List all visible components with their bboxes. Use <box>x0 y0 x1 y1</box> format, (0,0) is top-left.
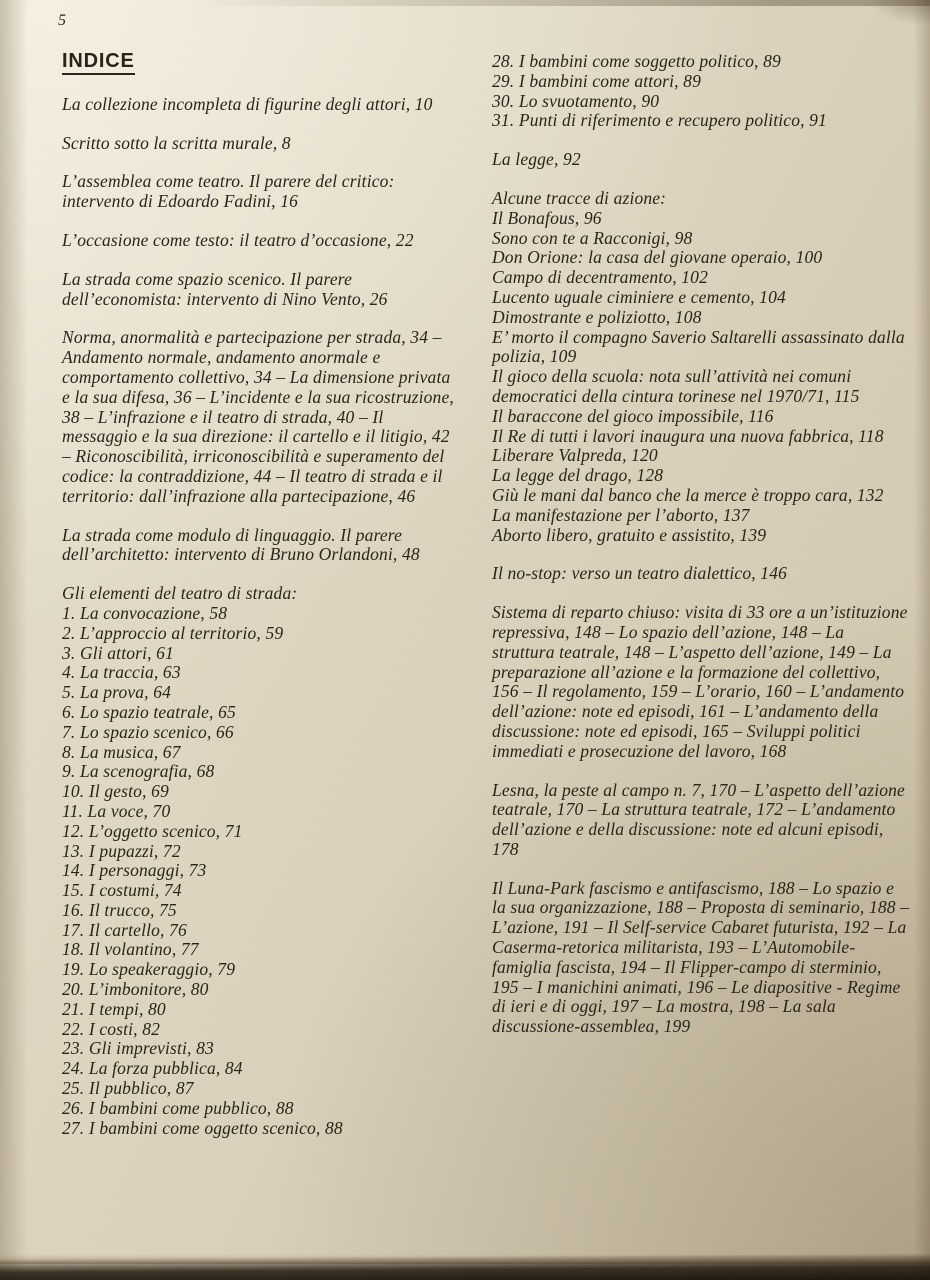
toc-entry: La legge del drago, 128 <box>492 465 664 486</box>
toc-entry: 27. I bambini come oggetto scenico, 88 <box>62 1117 343 1138</box>
toc-entry: 1. La convocazione, 58 <box>62 602 228 623</box>
page-bottom-edge-shadow <box>0 1254 930 1264</box>
toc-entry: 22. I costi, 82 <box>62 1018 161 1039</box>
toc-entry: La legge, 92 <box>492 149 581 170</box>
toc-entry: 26. I bambini come pubblico, 88 <box>62 1097 294 1118</box>
toc-entry: Sono con te a Racconigi, 98 <box>492 227 693 248</box>
left-column <box>62 52 458 1138</box>
toc-block <box>492 150 910 170</box>
toc-entry: 23. Gli imprevisti, 83 <box>62 1038 214 1059</box>
toc-entry: Aborto libero, gratuito e assistito, 139 <box>492 524 767 545</box>
toc-entry: Scritto sotto la scritta murale, 8 <box>62 132 291 153</box>
toc-block <box>62 231 458 251</box>
toc-entry: E’ morto il compagno Saverio Saltarelli assassinato dalla polizia, 109 <box>492 326 905 367</box>
toc-entry: 17. Il cartello, 76 <box>62 919 187 940</box>
toc-entry: 29. I bambini come attori, 89 <box>492 70 701 91</box>
toc-entry: Liberare Valpreda, 120 <box>492 445 658 466</box>
toc-entry: 30. Lo svuotamento, 90 <box>492 90 660 111</box>
toc-block <box>62 134 458 154</box>
page-number: 5 <box>58 12 66 29</box>
toc-entry: Il gioco della scuola: nota sull’attività nei comuni democratici della cintura torinese nel 1970/71, 115 <box>492 366 860 406</box>
page-left-shadow <box>0 0 28 1280</box>
toc-entry: 14. I personaggi, 73 <box>62 860 207 881</box>
toc-entry: 21. I tempi, 80 <box>62 998 166 1019</box>
toc-entry: 11. La voce, 70 <box>62 800 171 821</box>
toc-entry: Il Bonafous, 96 <box>492 207 602 228</box>
page-right-shadow <box>914 0 930 1280</box>
toc-block <box>492 189 910 545</box>
toc-block <box>62 526 458 566</box>
toc-entry: Lucento uguale ciminiere e cemento, 104 <box>492 286 786 307</box>
toc-entry: 16. Il trucco, 75 <box>62 899 177 920</box>
photo-bottom-edge <box>0 1253 930 1280</box>
toc-entry: Sistema di reparto chiuso: visita di 33 ore a un’istituzione repressiva, 148 – Lo spazio dell’azione, 148 – La struttura teatrale, 148 – L’aspetto dell’azione, 149 – La preparazione all’azione e la formazione del collettivo, 156 – Il regolamento, 159 – L’orario, 160 – L’andamento dell’azione: note ed episodi, 161 – L’andamento della discussione: note ed episodi, 165 – Sviluppi politici immediati e prosecuzione del lavoro, 168 <box>492 602 908 761</box>
toc-entry: 13. I pupazzi, 72 <box>62 840 181 861</box>
toc-entry: 20. L’imbonitore, 80 <box>62 979 209 1000</box>
toc-entry: 7. Lo spazio scenico, 66 <box>62 721 234 742</box>
toc-entry: La strada come modulo di linguaggio. Il parere dell’architetto: intervento di Bruno Orlandoni, 48 <box>62 524 420 565</box>
toc-entry: La strada come spazio scenico. Il parere dell’economista: intervento di Nino Vento, 26 <box>62 268 388 309</box>
toc-block <box>492 52 910 131</box>
toc-entry: Giù le mani dal banco che la merce è troppo cara, 132 <box>492 484 884 505</box>
toc-block <box>492 781 910 860</box>
toc-entry: 15. I costumi, 74 <box>62 880 182 901</box>
toc-entry: 28. I bambini come soggetto politico, 89 <box>492 51 781 71</box>
index-title-wrap <box>62 52 458 75</box>
toc-entry: 18. Il volantino, 77 <box>62 939 199 960</box>
toc-entry: La collezione incompleta di figurine degli attori, 10 <box>62 93 433 114</box>
toc-entry: 12. L’oggetto scenico, 71 <box>62 820 243 841</box>
toc-entry: 31. Punti di riferimento e recupero politico, 91 <box>492 110 827 131</box>
toc-entry: 3. Gli attori, 61 <box>62 642 174 663</box>
toc-entry: L’assemblea come teatro. Il parere del critico: intervento di Edoardo Fadini, 16 <box>62 171 395 212</box>
page-top-shadow <box>0 0 930 6</box>
left-column-entries <box>62 95 458 1139</box>
toc-block <box>492 564 910 584</box>
toc-entry: Gli elementi del teatro di strada: <box>62 583 298 604</box>
toc-block <box>62 270 458 310</box>
toc-entry: 2. L’approccio al territorio, 59 <box>62 622 284 643</box>
toc-block <box>62 95 458 115</box>
index-title: INDICE <box>62 52 135 75</box>
toc-entry: 8. La musica, 67 <box>62 741 181 762</box>
toc-entry: Il Luna-Park fascismo e antifascismo, 188 – Lo spazio e la sua organizzazione, 188 – Proposta di seminario, 188 – L’azione, 191 – Il Self-service Cabaret futurista, 192 – La Caserma-retorica militarista, 193 – L’Automobile-famiglia fascista, 194 – Il Flipper-campo di sterminio, 195 – I manichini animati, 196 – Le diapositive - Regime di ieri e di oggi, 197 – La mostra, 198 – La sala discussione-assemblea, 199 <box>492 877 910 1037</box>
toc-block <box>62 328 458 506</box>
toc-entry: L’occasione come testo: il teatro d’occasione, 22 <box>62 229 414 250</box>
toc-entry: 9. La scenografia, 68 <box>62 761 215 782</box>
toc-entry: Alcune tracce di azione: <box>492 187 667 208</box>
toc-entry: Dimostrante e poliziotto, 108 <box>492 306 702 327</box>
toc-block <box>62 172 458 212</box>
toc-entry: 5. La prova, 64 <box>62 682 172 703</box>
toc-block <box>492 603 910 761</box>
toc-entry: Don Orione: la casa del giovane operaio, 100 <box>492 247 823 268</box>
right-column-entries <box>492 52 910 1037</box>
toc-entry: La manifestazione per l’aborto, 137 <box>492 504 750 525</box>
right-column <box>492 52 910 1037</box>
toc-entry: Norma, anormalità e partecipazione per strada, 34 – Andamento normale, andamento anormale e comportamento collettivo, 34 – La dimensione privata e la sua difesa, 36 – L’incidente e la sua ricostruzione, 38 – L’infrazione e il teatro di strada, 40 – Il messaggio e la sua direzione: il cartello e il litigio, 42 – Riconoscibilità, irriconoscibilità e superamento del codice: la contraddizione, 44 – Il teatro di strada e il territorio: dall’infrazione alla partecipazione, 46 <box>62 327 454 506</box>
toc-entry: Il Re di tutti i lavori inaugura una nuova fabbrica, 118 <box>492 425 884 446</box>
toc-entry: Campo di decentramento, 102 <box>492 267 708 288</box>
toc-entry: Il baraccone del gioco impossibile, 116 <box>492 405 774 426</box>
toc-entry: 10. Il gesto, 69 <box>62 781 169 802</box>
toc-entry: 4. La traccia, 63 <box>62 662 181 683</box>
toc-entry: 6. Lo spazio teatrale, 65 <box>62 701 236 722</box>
toc-entry: Il no-stop: verso un teatro dialettico, 146 <box>492 563 787 584</box>
index-columns <box>62 52 910 1138</box>
toc-block <box>62 584 458 1138</box>
toc-entry: Lesna, la peste al campo n. 7, 170 – L’aspetto dell’azione teatrale, 170 – La struttura teatrale, 172 – L’andamento dell’azione e della discussione: note ed alcuni episodi, 178 <box>492 779 905 859</box>
toc-entry: 24. La forza pubblica, 84 <box>62 1058 243 1079</box>
toc-entry: 19. Lo speakeraggio, 79 <box>62 959 236 980</box>
toc-entry: 25. Il pubblico, 87 <box>62 1078 194 1099</box>
toc-block <box>492 879 910 1037</box>
